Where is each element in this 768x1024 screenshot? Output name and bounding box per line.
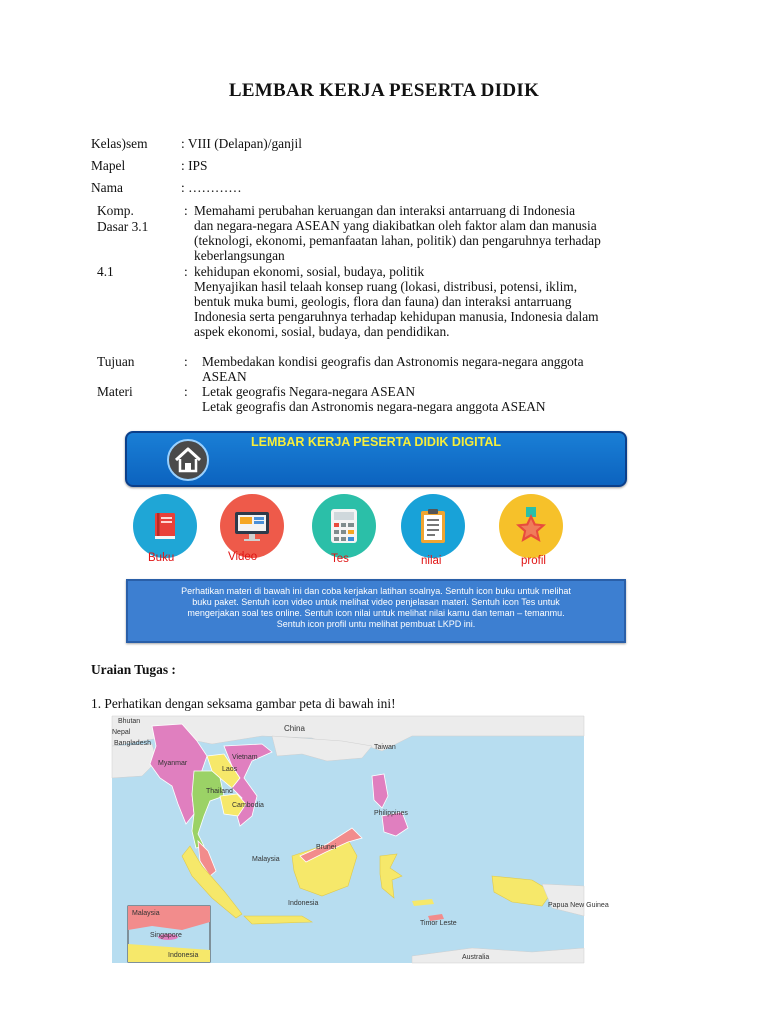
map-label-cambodia: Cambodia (232, 802, 264, 809)
kd-label-2: Dasar 3.1 (97, 219, 149, 234)
kelas-label: Kelas)sem (91, 136, 148, 151)
map-graphic (112, 716, 584, 963)
map-inset-label-singapore: Singapore (150, 932, 182, 939)
tujuan-line-2: ASEAN (202, 369, 247, 384)
kd-31-line-3: (teknologi, ekonomi, pemanfaatan lahan, politik) dan pengaruhnya terhadap (194, 233, 601, 248)
task-item-1: 1. Perhatikan dengan seksama gambar peta di bawah ini! (91, 696, 396, 711)
digital-banner (125, 431, 627, 487)
kd-31-line-1: Memahami perubahan keruangan dan interaksi antarruang di Indonesia (194, 203, 576, 218)
instruction-text (134, 586, 618, 630)
materi-colon: : (184, 384, 188, 399)
instruction-box (126, 579, 626, 643)
map-label-vietnam: Vietnam (232, 754, 258, 761)
kd-31-line-4: keberlangsungan (194, 248, 285, 263)
star-badge-icon (499, 494, 563, 558)
nama-value: : ………… (181, 180, 242, 195)
profil-button[interactable] (499, 494, 563, 558)
map-label-thailand: Thailand (206, 788, 233, 795)
materi-line-2: Letak geografis dan Astronomis negara-negara anggota ASEAN (202, 399, 546, 414)
tujuan-label: Tujuan (97, 354, 135, 369)
kd-label-1: Komp. (97, 203, 134, 218)
video-label: Video (228, 551, 258, 563)
nama-label: Nama (91, 180, 123, 195)
video-button[interactable] (220, 494, 284, 558)
kd-41-colon: : (184, 264, 188, 279)
map-label-indonesia: Indonesia (288, 900, 319, 907)
monitor-icon (220, 494, 284, 558)
kd-41-line-5: aspek ekonomi, sosial, budaya, dan pendidikan. (194, 324, 450, 339)
map-label-nepal: Nepal (112, 729, 131, 736)
map-label-china: China (284, 724, 305, 733)
tujuan-colon: : (184, 354, 188, 369)
tes-button[interactable] (312, 494, 376, 558)
instruction-line-2: buku paket. Sentuh icon video untuk melihat video penjelasan materi. Sentuh icon Tes untuk (192, 597, 560, 607)
nilai-label: nilai (421, 555, 442, 567)
map-label-myanmar: Myanmar (158, 760, 188, 767)
map-label-australia: Australia (462, 954, 490, 961)
instruction-line-1: Perhatikan materi di bawah ini dan coba kerjakan latihan soalnya. Sentuh icon buku untuk melihat (181, 586, 571, 596)
calculator-icon (312, 494, 376, 558)
uraian-heading: Uraian Tugas : (91, 662, 176, 677)
page-title: LEMBAR KERJA PESERTA DIDIK (228, 80, 540, 101)
map-label-bhutan: Bhutan (118, 718, 141, 725)
mapel-label: Mapel (91, 158, 126, 173)
kd-colon: : (184, 203, 188, 218)
map-label-taiwan: Taiwan (374, 744, 396, 751)
instruction-line-3: mengerjakan soal tes online. Sentuh icon nilai untuk melihat nilai kamu dan teman – temanmu. (187, 608, 565, 618)
materi-label: Materi (97, 384, 133, 399)
kd-41-label: 4.1 (97, 264, 114, 279)
buku-button[interactable] (133, 494, 197, 558)
kd-41-line-1: kehidupan ekonomi, sosial, budaya, politik (194, 264, 425, 279)
map-label-philippines: Philippines (374, 810, 408, 817)
buku-label: Buku (148, 552, 175, 564)
mapel-value: : IPS (181, 158, 208, 173)
map-label-malaysia: Malaysia (252, 856, 280, 863)
map-label-timor: Timor Leste (420, 920, 457, 927)
map-label-brunei: Brunei (316, 844, 337, 851)
home-icon (173, 446, 203, 474)
nilai-button[interactable] (401, 494, 465, 558)
materi-line-1: Letak geografis Negara-negara ASEAN (202, 384, 416, 399)
kelas-value: : VIII (Delapan)/ganjil (181, 136, 302, 151)
map-inset-label-malaysia: Malaysia (132, 910, 160, 917)
book-icon (133, 494, 197, 558)
tes-label: Tes (331, 553, 349, 565)
profil-label: profil (521, 555, 546, 567)
map-inset-label-indonesia: Indonesia (168, 952, 199, 959)
instruction-line-4: Sentuh icon profil untu melihat pembuat LKPD ini. (276, 619, 476, 629)
kd-41-line-4: Indonesia serta pengaruhnya terhadap kehidupan manusia, Indonesia dalam (194, 309, 599, 324)
kd-41-line-3: bentuk muka bumi, geologis, flora dan fauna) dan interaksi antarruang (194, 294, 572, 309)
map-label-bangladesh: Bangladesh (114, 740, 151, 747)
kd-31-line-2: dan negara-negara ASEAN yang diakibatkan oleh faktor alam dan manusia (194, 218, 597, 233)
clipboard-icon (401, 494, 465, 558)
banner-title: LEMBAR KERJA PESERTA DIDIK DIGITAL (250, 435, 501, 449)
tujuan-line-1: Membedakan kondisi geografis dan Astronomis negara-negara anggota (202, 354, 584, 369)
map-label-png: Papua New Guinea (548, 902, 609, 909)
map-label-laos: Laos (222, 766, 238, 773)
asean-map (112, 716, 609, 963)
home-button[interactable] (167, 439, 209, 481)
kd-41-line-2: Menyajikan hasil telaah konsep ruang (lokasi, distribusi, potensi, iklim, (194, 279, 578, 294)
